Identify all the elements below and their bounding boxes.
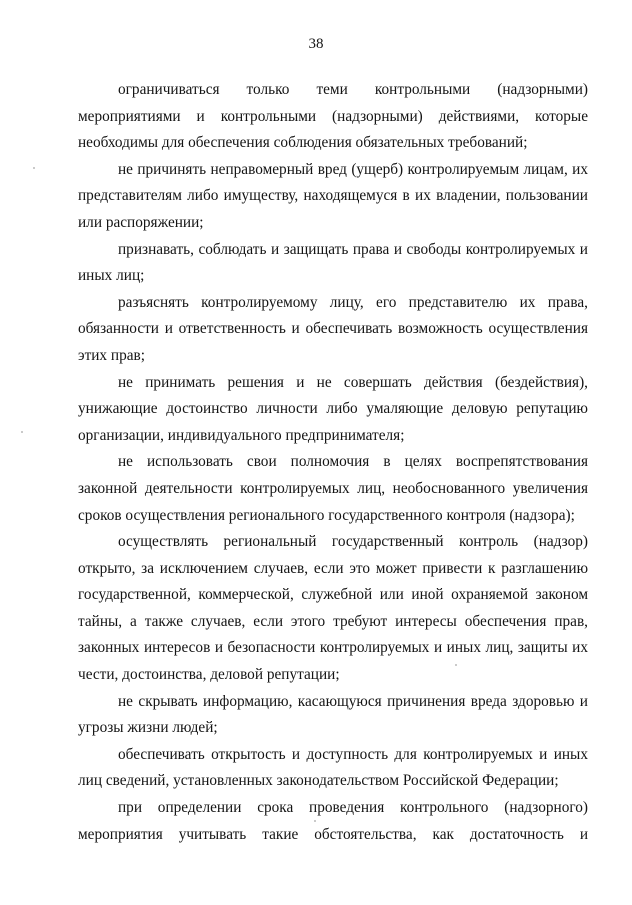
scan-speck bbox=[455, 664, 457, 666]
page-number: 38 bbox=[308, 36, 324, 52]
paragraph-9: обеспечивать открытость и доступность для контролируемых и иных лиц сведений, установленных законодательством Российской Федерации; bbox=[78, 745, 588, 790]
paragraph-2: не причинять неправомерный вред (ущерб) контролируемым лицам, их представителям либо имуществу, находящемуся в их владении, пользовании или распоряжении; bbox=[78, 160, 588, 231]
scan-speck bbox=[314, 820, 316, 822]
document-body bbox=[78, 77, 588, 848]
scan-speck bbox=[21, 431, 23, 433]
paragraph-3: признавать, соблюдать и защищать права и свободы контролируемых и иных лиц; bbox=[78, 240, 588, 285]
paragraph-4: разъяснять контролируемому лицу, его представителю их права, обязанности и ответственность и обеспечивать возможность осуществления этих прав; bbox=[78, 293, 588, 364]
paragraph-1: ограничиваться только теми контрольными (надзорными) мероприятиями и контрольными (надзорными) действиями, которые необходимы для обеспечения соблюдения обязательных требований; bbox=[78, 81, 588, 152]
paragraph-6: не использовать свои полномочия в целях воспрепятствования законной деятельности контролируемых лиц, необоснованного увеличения сроков осуществления регионального государственного контроля (надзора); bbox=[78, 453, 588, 524]
paragraph-10: при определении срока проведения контрольного (надзорного) мероприятия учитывать такие обстоятельства, как достаточность и bbox=[78, 799, 588, 843]
paragraph-5: не принимать решения и не совершать действия (бездействия), унижающие достоинство личности либо умаляющие деловую репутацию организации, индивидуального предпринимателя; bbox=[78, 373, 588, 444]
paragraph-7: осуществлять региональный государственный контроль (надзор) открыто, за исключением случаев, если это может привести к разглашению государственной, коммерческой, служебной или иной охраняемой законом тайны, а также случаев, если этого требуют интересы обеспечения прав, законных интересов и безопасности контролируемых и иных лиц, защиты их чести, достоинства, деловой репутации; bbox=[78, 533, 588, 684]
scan-speck bbox=[33, 167, 35, 169]
paragraph-8: не скрывать информацию, касающуюся причинения вреда здоровью и угрозы жизни людей; bbox=[78, 692, 588, 737]
